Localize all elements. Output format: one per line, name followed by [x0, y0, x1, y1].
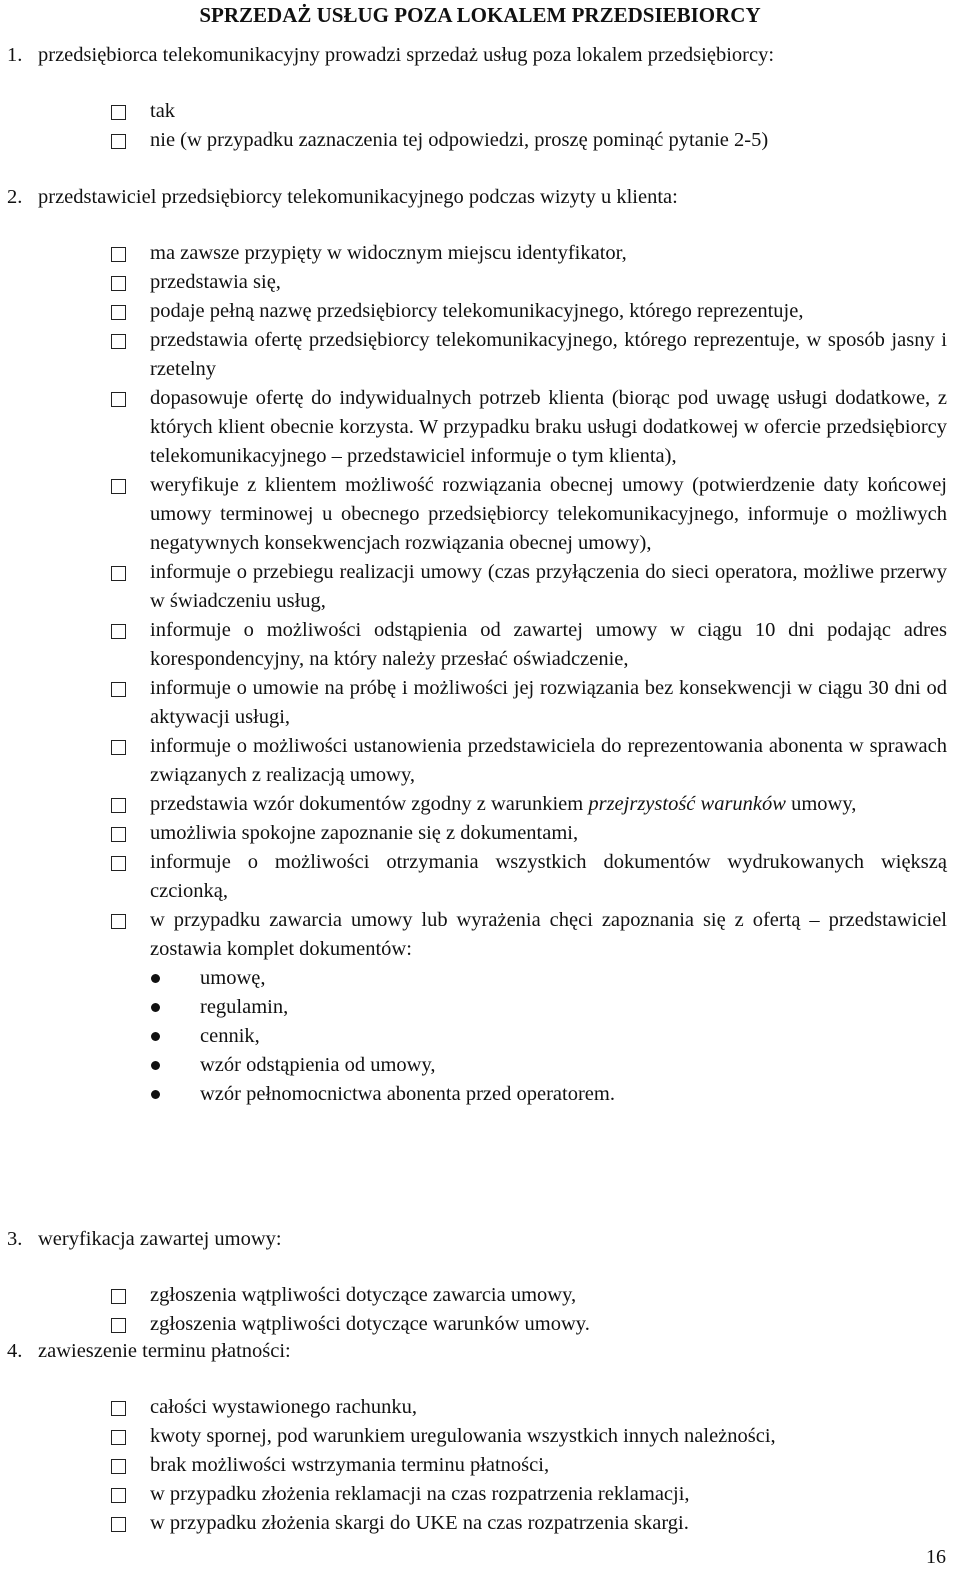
checkbox-icon[interactable] [111, 134, 126, 149]
option-q2-14[interactable] [0, 906, 947, 964]
question-3-number: 3. [7, 1228, 23, 1250]
option-label: dopasowuje ofertę do indywidualnych potrzeb klienta (biorąc pod uwagę usługi dodatkowe, z których klient obecnie korzysta. W przypadku braku usługi dodatkowej w ofercie przedsiębiorcy telekomunikacyjnego – przedstawiciel informuje o tym klienta), [150, 387, 947, 467]
option-q4-4[interactable] [0, 1480, 947, 1509]
option-q2-1[interactable] [0, 239, 947, 268]
question-3-text: weryfikacja zawartej umowy: [38, 1228, 282, 1250]
option-q2-5[interactable] [0, 384, 947, 471]
list-item: cennik, [0, 1022, 960, 1051]
question-1-text: przedsiębiorca telekomunikacyjny prowadzi sprzedaż usług poza lokalem przedsiębiorcy: [38, 44, 775, 66]
option-q4-3[interactable] [0, 1451, 947, 1480]
option-label: nie (w przypadku zaznaczenia tej odpowiedzi, proszę pominąć pytanie 2-5) [150, 129, 769, 151]
checkbox-icon[interactable] [111, 856, 126, 871]
question-1-number: 1. [7, 44, 23, 66]
option-q3-2[interactable] [0, 1310, 947, 1339]
option-label: informuje o możliwości otrzymania wszystkich dokumentów wydrukowanych większą czcionką, [150, 851, 947, 902]
page-number: 16 [926, 1546, 946, 1568]
list-item: umowę, [0, 964, 960, 993]
checkbox-icon[interactable] [111, 479, 126, 494]
checkbox-icon[interactable] [111, 305, 126, 320]
question-2-text-wrap [0, 183, 955, 212]
option-label-after: umowy, [791, 793, 857, 815]
checkbox-icon[interactable] [111, 105, 126, 120]
question-3-text-wrap [0, 1225, 955, 1254]
question-4 [0, 1337, 960, 1538]
option-q2-4[interactable] [0, 326, 947, 384]
list-item: regulamin, [0, 993, 960, 1022]
question-2-options [0, 239, 960, 964]
checkbox-icon[interactable] [111, 276, 126, 291]
checkbox-icon[interactable] [111, 1517, 126, 1532]
question-1-text-wrap [0, 41, 955, 70]
option-label: informuje o umowie na próbę i możliwości jej rozwiązania bez konsekwencji w ciągu 30 dni od aktywacji usługi, [150, 677, 947, 728]
bullet-icon [151, 1032, 160, 1041]
checkbox-icon[interactable] [111, 1459, 126, 1474]
option-q1-nie[interactable] [0, 126, 947, 155]
option-label: informuje o możliwości odstąpienia od zawartej umowy w ciągu 10 dni podając adres korespondencyjny, na który należy przesłać oświadczenie, [150, 619, 947, 670]
option-label: kwoty spornej, pod warunkiem uregulowania wszystkich innych należności, [150, 1425, 776, 1447]
list-item: wzór odstąpienia od umowy, [0, 1051, 960, 1080]
bullet-icon [151, 974, 160, 983]
option-q4-2[interactable] [0, 1422, 947, 1451]
option-label: w przypadku zawarcia umowy lub wyrażenia chęci zapoznania się z ofertą – przedstawiciel zostawia komplet dokumentów: [150, 909, 947, 960]
question-4-text: zawieszenie terminu płatności: [38, 1340, 291, 1362]
checkbox-icon[interactable] [111, 247, 126, 262]
option-label: przedstawia ofertę przedsiębiorcy telekomunikacyjnego, którego reprezentuje, w sposób jasny i rzetelny [150, 329, 947, 380]
option-label-italic: przejrzystość warunków [588, 793, 786, 815]
option-label: informuje o przebiegu realizacji umowy (czas przyłączenia do sieci operatora, możliwe przerwy w świadczeniu usług, [150, 561, 947, 612]
checkbox-icon[interactable] [111, 624, 126, 639]
question-4-options [0, 1393, 960, 1538]
option-q4-5[interactable] [0, 1509, 947, 1538]
option-q1-tak[interactable] [0, 97, 947, 126]
list-item: wzór pełnomocnictwa abonenta przed operatorem. [0, 1080, 960, 1109]
option-label: zgłoszenia wątpliwości dotyczące warunków umowy. [150, 1313, 590, 1335]
option-q2-12[interactable] [0, 819, 947, 848]
checkbox-icon[interactable] [111, 334, 126, 349]
bullet-icon [151, 1090, 160, 1099]
documents-list [0, 964, 960, 1109]
question-4-text-wrap [0, 1337, 955, 1366]
option-label: w przypadku złożenia reklamacji na czas rozpatrzenia reklamacji, [150, 1483, 690, 1505]
option-q2-6[interactable] [0, 471, 947, 558]
question-2 [0, 183, 960, 1109]
option-label-before: przedstawia wzór dokumentów zgodny z warunkiem [150, 793, 584, 815]
option-label: zgłoszenia wątpliwości dotyczące zawarcia umowy, [150, 1284, 577, 1306]
question-1 [0, 41, 960, 155]
question-3-options [0, 1281, 960, 1339]
option-q2-2[interactable] [0, 268, 947, 297]
checkbox-icon[interactable] [111, 827, 126, 842]
option-label: ma zawsze przypięty w widocznym miejscu identyfikator, [150, 242, 627, 264]
option-q2-3[interactable] [0, 297, 947, 326]
question-2-number: 2. [7, 186, 23, 208]
option-label: informuje o możliwości ustanowienia przedstawiciela do reprezentowania abonenta w sprawach związanych z realizacją umowy, [150, 735, 947, 786]
option-label: podaje pełną nazwę przedsiębiorcy telekomunikacyjnego, którego reprezentuje, [150, 300, 804, 322]
option-q2-8[interactable] [0, 616, 947, 674]
bullet-icon [151, 1061, 160, 1070]
checkbox-icon[interactable] [111, 566, 126, 581]
checkbox-icon[interactable] [111, 1318, 126, 1333]
checkbox-icon[interactable] [111, 740, 126, 755]
option-label: przedstawia się, [150, 271, 281, 293]
option-label: brak możliwości wstrzymania terminu płatności, [150, 1454, 550, 1476]
option-q2-13[interactable] [0, 848, 947, 906]
bullet-icon [151, 1003, 160, 1012]
checkbox-icon[interactable] [111, 798, 126, 813]
question-4-number: 4. [7, 1340, 23, 1362]
option-q3-1[interactable] [0, 1281, 947, 1310]
option-q4-1[interactable] [0, 1393, 947, 1422]
option-label: umożliwia spokojne zapoznanie się z dokumentami, [150, 822, 579, 844]
option-q2-7[interactable] [0, 558, 947, 616]
question-2-text: przedstawiciel przedsiębiorcy telekomunikacyjnego podczas wizyty u klienta: [38, 186, 678, 208]
option-q2-9[interactable] [0, 674, 947, 732]
document-title: SPRZEDAŻ USŁUG POZA LOKALEM PRZEDSIEBIORCY [199, 3, 761, 27]
checkbox-icon[interactable] [111, 914, 126, 929]
checkbox-icon[interactable] [111, 682, 126, 697]
option-label: tak [150, 100, 176, 122]
question-1-options [0, 97, 960, 155]
checkbox-icon[interactable] [111, 1401, 126, 1416]
question-3 [0, 1225, 960, 1339]
option-label: weryfikuje z klientem możliwość rozwiązania obecnej umowy (potwierdzenie daty końcowej umowy terminowej u obecnego przedsiębiorcy telekomunikacyjnego, informuje o możliwych negatywnych konsekwencjach rozwiązania obecnej umowy), [150, 474, 947, 554]
checkbox-icon[interactable] [111, 392, 126, 407]
checkbox-icon[interactable] [111, 1488, 126, 1503]
checkbox-icon[interactable] [111, 1289, 126, 1304]
option-q2-10[interactable] [0, 732, 947, 790]
option-label: całości wystawionego rachunku, [150, 1396, 417, 1418]
checkbox-icon[interactable] [111, 1430, 126, 1445]
option-label: w przypadku złożenia skargi do UKE na czas rozpatrzenia skargi. [150, 1512, 689, 1534]
option-q2-11[interactable] [0, 790, 947, 819]
